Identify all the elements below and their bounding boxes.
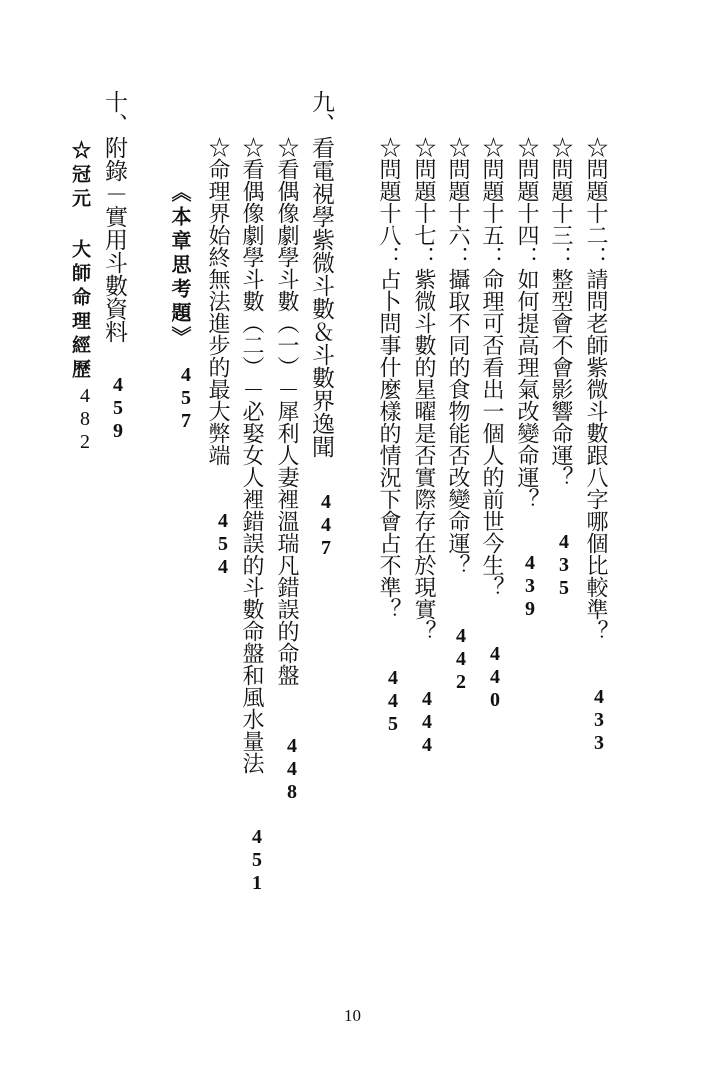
page-number-435: 435 (553, 531, 575, 600)
toc-entry-question-14: ☆問題十四：如何提高理氣改變命運？ (514, 136, 539, 510)
page-number-445: 445 (382, 667, 404, 736)
toc-entry-question-13: ☆問題十三：整型會不會影響命運？ (548, 136, 573, 488)
toc-entry-master-experience: ☆冠元 大師命理經歷 (69, 140, 91, 383)
page-number-433: 433 (588, 686, 610, 755)
toc-entry-drama-1: ☆看偶像劇學斗數（一）－犀利人妻裡溫瑞凡錯誤的命盤 (274, 136, 299, 686)
chapter-questions: 《本章思考題》 (168, 182, 192, 350)
toc-entry-question-16: ☆問題十六：攝取不同的食物能否改變命運？ (445, 136, 470, 576)
toc-entry-question-17: ☆問題十七：紫微斗數的星曜是否實際存在於現實？ (411, 136, 436, 642)
page-number-454: 454 (212, 510, 234, 579)
page-number-451: 451 (246, 826, 268, 895)
page-number-444: 444 (416, 688, 438, 757)
toc-entry-industry-flaw: ☆命理界始終無法進步的最大弊端 (205, 136, 230, 466)
page-folio: 10 (344, 1006, 361, 1025)
toc-entry-question-15: ☆問題十五：命理可否看出一個人的前世今生？ (479, 136, 504, 598)
page-number-440: 440 (484, 643, 506, 712)
page-number-482: 482 (74, 385, 96, 454)
chapter-9-heading: 九、看電視學紫微斗數＆斗數界逸聞 (308, 90, 334, 458)
page-number-447: 447 (315, 491, 337, 560)
toc-entry-question-18: ☆問題十八：占卜問事什麼樣的情況下會占不準？ (376, 136, 401, 620)
toc-entry-drama-2: ☆看偶像劇學斗數（二）－必娶女人裡錯誤的斗數命盤和風水量法 (239, 136, 264, 774)
toc-entry-question-12: ☆問題十二：請問老師紫微斗數跟八字哪個比較準？ (583, 136, 608, 642)
page-number-457: 457 (175, 364, 197, 433)
page-number-439: 439 (519, 552, 541, 621)
page-number-459: 459 (107, 374, 129, 443)
page-number-448: 448 (281, 735, 303, 804)
chapter-10-heading: 十、附錄－實用斗數資料 (101, 90, 127, 343)
page-number-442: 442 (450, 625, 472, 694)
